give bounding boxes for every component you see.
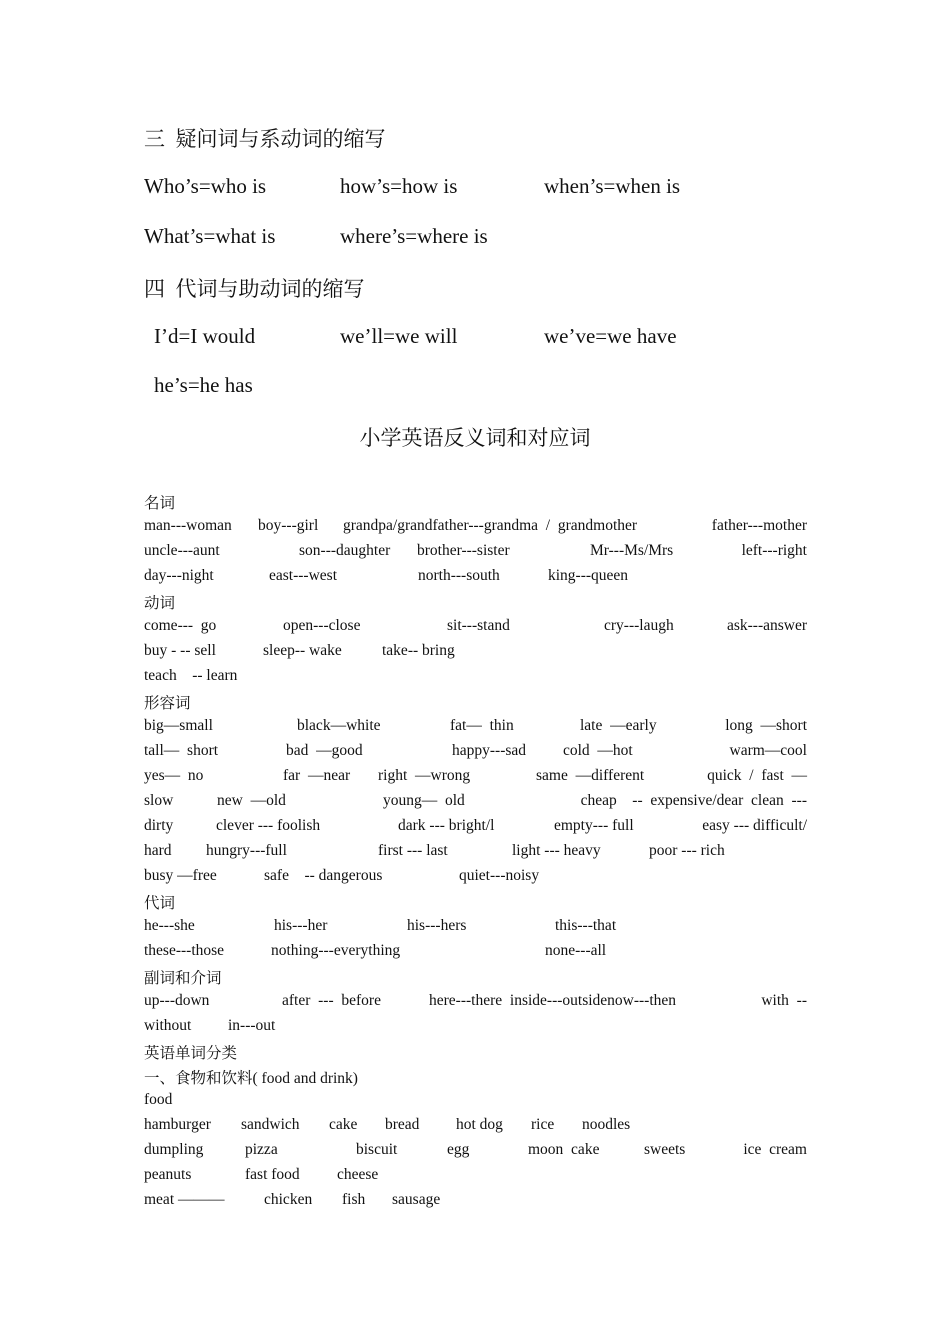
verbs-label: 动词 [144, 595, 176, 612]
word-pair: first --- last [378, 842, 448, 859]
contraction: we’ve=we have [544, 324, 677, 348]
word-pair: black—white [297, 717, 381, 734]
word-pair: empty--- full [554, 817, 634, 834]
word-pair: teach -- learn [144, 667, 238, 684]
word-pair: east---west [269, 567, 337, 584]
word-pair: quick / fast — [707, 767, 807, 784]
word-pair: quiet---noisy [459, 867, 540, 884]
word-pair: nothing---everything [271, 942, 401, 959]
food-label: food [144, 1091, 173, 1108]
word-pair: Mr---Ms/Mrs [590, 542, 674, 559]
vocab-word: cheese [337, 1166, 379, 1183]
section-3-heading: 三 疑问词与系动词的缩写 [144, 127, 386, 151]
word-pair: uncle---aunt [144, 542, 220, 559]
word-pair: after --- before [282, 992, 381, 1009]
word-pair: take-- bring [382, 642, 455, 659]
word-pair: late —early [580, 717, 657, 734]
vocab-word: noodles [582, 1116, 631, 1133]
word-pair: clever --- foolish [216, 817, 321, 834]
word-pair: ask---answer [726, 617, 807, 634]
word-pair: fat— thin [450, 717, 514, 734]
vocab-word: chicken [264, 1191, 313, 1208]
vocab-word: sweets [644, 1141, 686, 1158]
word-pair: new —old [217, 792, 286, 809]
word-pair: dirty [144, 817, 174, 834]
vocab-word: cake [329, 1116, 358, 1133]
word-pair: bad —good [286, 742, 363, 759]
vocab-word: biscuit [356, 1141, 398, 1158]
word-pair: his---hers [407, 917, 467, 934]
word-pair: tall— short [144, 742, 219, 759]
word-pair: cheap -- expensive/dear clean --- [580, 792, 807, 809]
word-pair: in---out [228, 1017, 276, 1034]
vocab-word: meat ——— [144, 1191, 225, 1208]
word-pair: these---those [144, 942, 225, 959]
food-drink-category: 一、食物和饮料( food and drink) [144, 1070, 358, 1087]
word-pair: busy —free [144, 867, 217, 884]
word-pair: north---south [418, 567, 500, 584]
word-pair: man---woman [144, 517, 232, 534]
word-pair: buy - -- sell [144, 642, 216, 659]
word-pair: come--- go [144, 617, 217, 634]
contraction: he’s=he has [154, 373, 253, 397]
word-pair: cold —hot [563, 742, 633, 759]
word-pair: cry---laugh [604, 617, 674, 634]
word-pair: warm—cool [729, 742, 807, 759]
word-pair: happy---sad [452, 742, 527, 759]
pronouns-label: 代词 [144, 895, 176, 912]
contraction: where’s=where is [340, 224, 488, 248]
word-pair: sleep-- wake [263, 642, 342, 659]
contraction: What’s=what is [144, 224, 276, 248]
word-pair: far —near [283, 767, 351, 784]
word-pair: safe -- dangerous [264, 867, 383, 884]
vocab-word: fast food [245, 1166, 300, 1183]
vocab-word: sausage [392, 1191, 441, 1208]
vocab-word: peanuts [144, 1166, 192, 1183]
word-pair: king---queen [548, 567, 629, 584]
word-pair: yes— no [144, 767, 204, 784]
word-pair: grandpa/grandfather---grandma / grandmother [343, 517, 638, 534]
word-pair: left---right [741, 542, 807, 559]
word-pair: poor --- rich [649, 842, 725, 859]
contraction: how’s=how is [340, 174, 458, 198]
antonyms-title: 小学英语反义词和对应词 [359, 426, 591, 450]
word-pair: this---that [555, 917, 617, 934]
vocab-word: ice cream [743, 1141, 807, 1158]
vocab-word: fish [342, 1191, 366, 1208]
vocab-word: bread [385, 1116, 420, 1133]
vocab-word: moon cake [528, 1141, 600, 1158]
word-pair: with -- [761, 992, 807, 1009]
vocab-word: dumpling [144, 1141, 204, 1158]
word-pair: sit---stand [447, 617, 510, 634]
word-pair: none---all [545, 942, 607, 959]
word-pair: easy --- difficult/ [702, 817, 807, 834]
word-pair: without [144, 1017, 192, 1034]
word-pair: hungry---full [206, 842, 287, 859]
word-pair: same —different [536, 767, 645, 784]
vocab-word: hot dog [456, 1116, 503, 1133]
nouns-label: 名词 [144, 495, 176, 512]
word-pair: dark --- bright/l [398, 817, 495, 834]
word-pair: father---mother [711, 517, 807, 534]
contraction: I’d=I would [154, 324, 256, 348]
contraction: when’s=when is [544, 174, 681, 198]
word-pair: big—small [144, 717, 213, 734]
contraction: we’ll=we will [340, 324, 458, 348]
word-pair: open---close [283, 617, 361, 634]
word-pair: long —short [725, 717, 807, 734]
word-pair: his---her [274, 917, 328, 934]
contraction: Who’s=who is [144, 174, 267, 198]
word-pair: here---there inside---outsidenow---then [429, 992, 677, 1009]
word-pair: slow [144, 792, 174, 809]
word-pair: young— old [383, 792, 465, 809]
vocab-word: hamburger [144, 1116, 211, 1133]
vocab-word: rice [531, 1116, 555, 1133]
word-pair: up---down [144, 992, 210, 1009]
word-pair: boy---girl [258, 517, 319, 534]
classification-title: 英语单词分类 [144, 1045, 238, 1062]
adverbs-label: 副词和介词 [144, 970, 222, 987]
section-4-heading: 四 代词与助动词的缩写 [144, 277, 365, 301]
vocab-word: egg [447, 1141, 470, 1158]
word-pair: day---night [144, 567, 214, 584]
vocab-word: pizza [245, 1141, 278, 1158]
adjectives-label: 形容词 [144, 695, 191, 712]
word-pair: he---she [144, 917, 195, 934]
vocab-word: sandwich [241, 1116, 300, 1133]
word-pair: hard [144, 842, 172, 859]
word-pair: son---daughter [299, 542, 391, 559]
word-pair: light --- heavy [512, 842, 601, 859]
word-pair: right —wrong [378, 767, 471, 784]
word-pair: brother---sister [417, 542, 510, 559]
